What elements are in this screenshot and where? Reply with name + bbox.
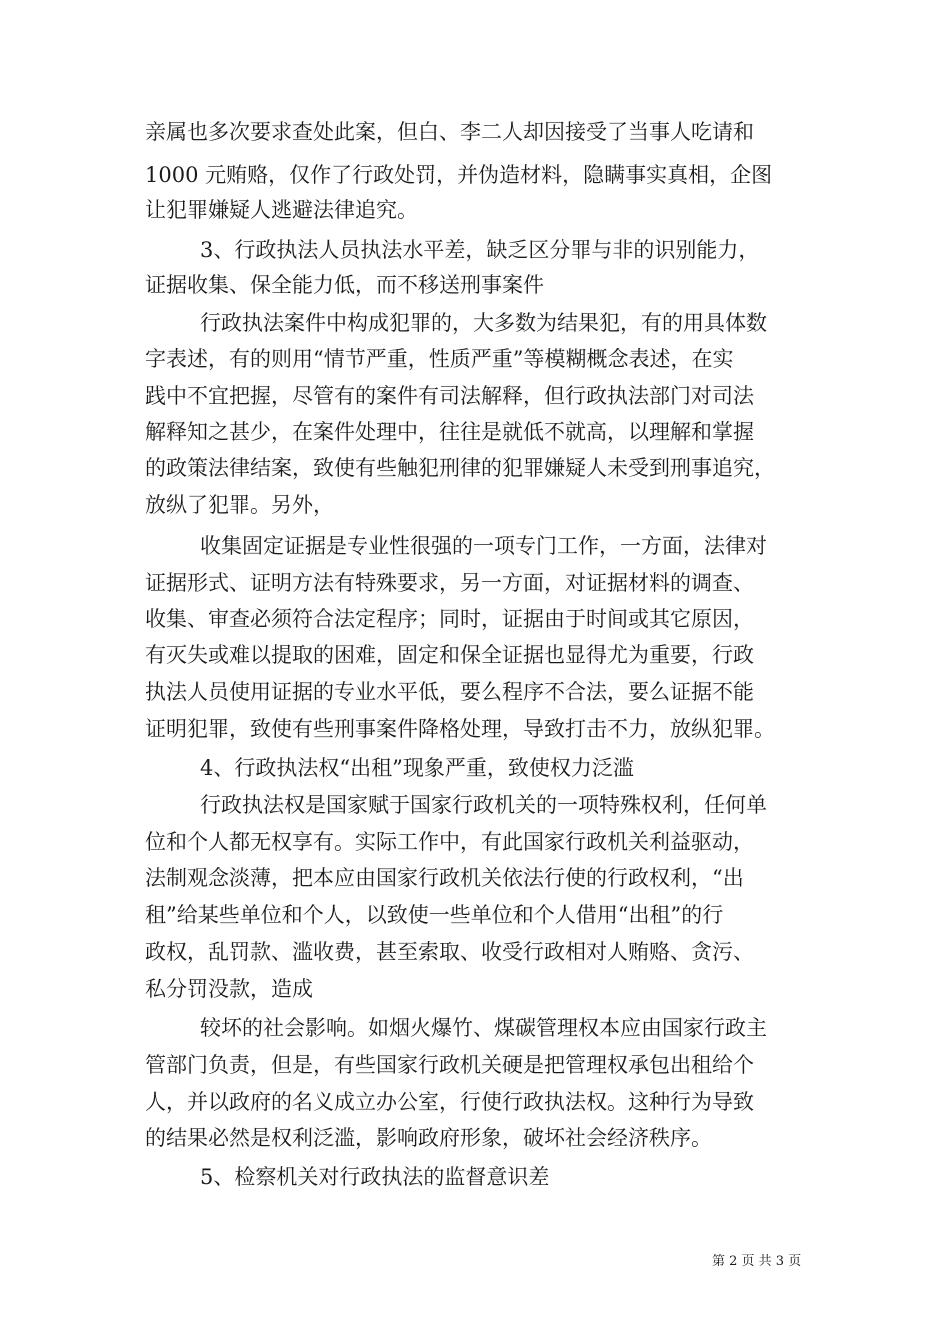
body-text-line: 行政执法权是国家赋于国家行政机关的一项特殊权利，任何单 [200,793,767,817]
body-text-line: 证据形式、证明方法有特殊要求，另一方面，对证据材料的调查、 [145,571,754,595]
body-text-line: 人，并以政府的名义成立办公室，行使行政执法权。这种行为导致 [145,1090,754,1114]
body-text-line: 的政策法律结案，致使有些触犯刑律的犯罪嫌疑人未受到刑事追究， [145,456,775,480]
body-text-line: 行政执法案件中构成犯罪的，大多数为结果犯，有的用具体数 [200,311,767,335]
page-number: 第 2 页 共 3 页 [712,1254,802,1269]
body-text-line: 字表述，有的则用“情节严重，性质严重”等模糊概念表述，在实 [145,347,734,371]
body-text-line: 租”给某些单位和个人，以致使一些单位和个人借用“出租”的行 [145,903,724,927]
body-text-line: 收集固定证据是专业性很强的一项专门工作，一方面，法律对 [200,534,767,558]
body-text-line: 1000 元贿赂，仅作了行政处罚，并伪造材料，隐瞒事实真相，企图 [145,163,773,187]
body-text-line: 收集、审查必须符合法定程序；同时，证据由于时间或其它原因， [145,607,754,631]
section-heading: 5、检察机关对行政执法的监督意识差 [200,1165,550,1189]
section-heading: 3、行政执法人员执法水平差，缺乏区分罪与非的识别能力， [200,238,760,262]
body-text-line: 政权，乱罚款、滥收费，甚至索取、收受行政相对人贿赂、贪污、 [145,940,754,964]
section-heading: 证据收集、保全能力低，而不移送刑事案件 [145,273,544,297]
body-text-line: 私分罚没款，造成 [145,977,313,1001]
body-text-line: 执法人员使用证据的专业水平低，要么程序不合法，要么证据不能 [145,680,754,704]
body-text-line: 践中不宜把握，尽管有的案件有司法解释，但行政执法部门对司法 [145,384,754,408]
body-text-line: 亲属也多次要求查处此案，但白、李二人却因接受了当事人吃请和 [145,120,754,144]
body-text-line: 让犯罪嫌疑人逃避法律追究。 [145,198,418,222]
body-text-line: 证明犯罪，致使有些刑事案件降格处理，导致打击不力，放纵犯罪。 [145,717,775,741]
body-text-line: 解释知之甚少，在案件处理中，往往是就低不就高，以理解和掌握 [145,420,754,444]
body-text-line: 的结果必然是权利泛滥，影响政府形象，破坏社会经济秩序。 [145,1126,712,1150]
body-text-line: 放纵了犯罪。另外， [145,493,334,517]
body-text-line: 有灭失或难以提取的困难，固定和保全证据也显得尤为重要，行政 [145,643,754,667]
body-text-line: 较坏的社会影响。如烟火爆竹、煤碳管理权本应由国家行政主 [200,1016,767,1040]
body-text-line: 位和个人都无权享有。实际工作中，有此国家行政机关利益驱动， [145,830,754,854]
body-text-line: 法制观念淡薄，把本应由国家行政机关依法行使的行政权利，“出 [145,866,744,890]
section-heading: 4、行政执法权“出租”现象严重，致使权力泛滥 [200,756,634,780]
body-text-line: 管部门负责，但是，有些国家行政机关硬是把管理权承包出租给个 [145,1053,754,1077]
